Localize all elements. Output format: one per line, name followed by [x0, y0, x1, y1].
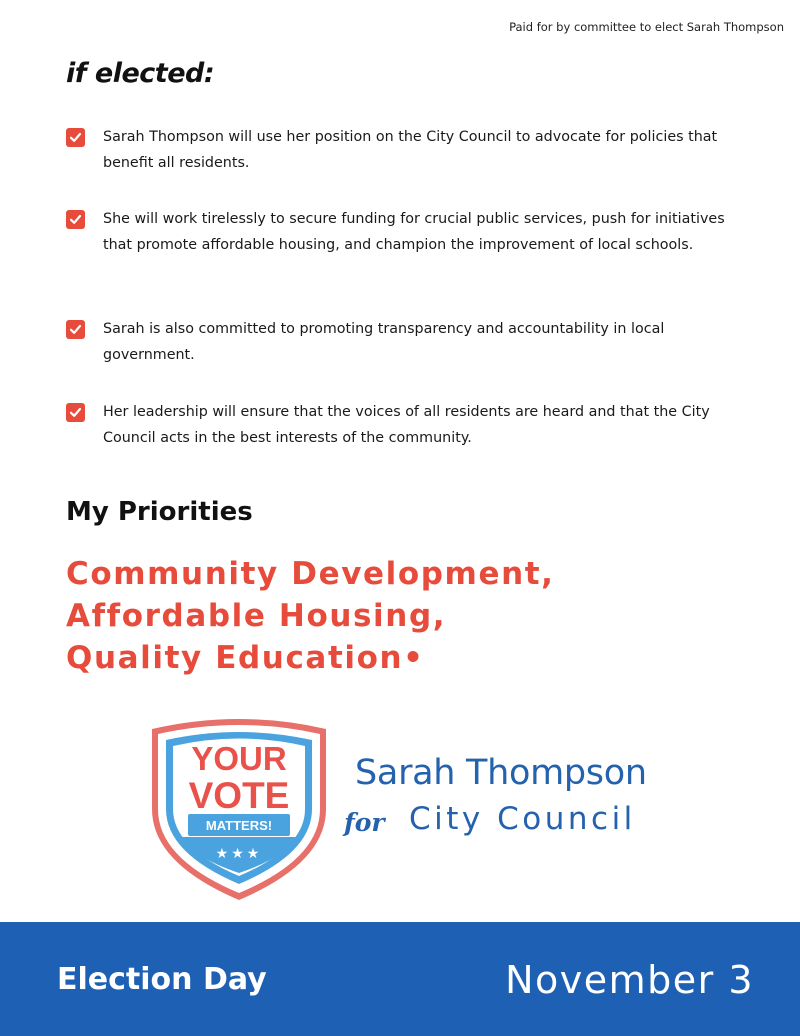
page-heading: if elected:: [66, 58, 215, 89]
pledge-text: Her leadership will ensure that the voices of all residents are heard and that the City Council acts in the best interests of the community.: [103, 404, 710, 446]
office-title: City Council: [409, 801, 636, 837]
pledge-text: Sarah is also committed to promoting transparency and accountability in local government.: [103, 321, 665, 363]
pledge-item: [66, 124, 743, 176]
pledge-text: She will work tirelessly to secure funding for crucial public services, push for initiatives that promote affordable housing, and champion the improvement of local schools.: [103, 211, 725, 253]
pledge-item: [66, 316, 743, 368]
checkbox-icon: [66, 210, 85, 229]
badge-word-your: YOUR: [191, 740, 287, 777]
election-day-label: Election Day: [57, 962, 267, 997]
pledge-text: Sarah Thompson will use her position on the City Council to advocate for policies that benefit all residents.: [103, 129, 718, 171]
badge-stars: ★★★: [215, 846, 263, 862]
priority-item: Affordable Housing,: [66, 598, 447, 634]
checkbox-icon: [66, 320, 85, 339]
priorities-list: [66, 553, 555, 679]
election-date: November 3: [505, 958, 754, 1002]
priority-item: Community Development,: [66, 556, 555, 592]
candidate-name: Sarah Thompson: [355, 753, 647, 793]
badge-word-matters: MATTERS!: [205, 818, 273, 833]
checkbox-icon: [66, 403, 85, 422]
badge-word-vote: VOTE: [188, 775, 290, 816]
vote-badge-logo: [146, 713, 332, 903]
footer-banner: [0, 922, 800, 1036]
pledge-item: [66, 206, 743, 258]
checkbox-icon: [66, 128, 85, 147]
pledge-item: [66, 399, 743, 451]
priority-item: Quality Education•: [66, 640, 425, 676]
for-word: for: [344, 808, 385, 837]
priorities-title: My Priorities: [66, 497, 253, 527]
disclaimer: Paid for by committee to elect Sarah Thompson: [509, 20, 784, 34]
